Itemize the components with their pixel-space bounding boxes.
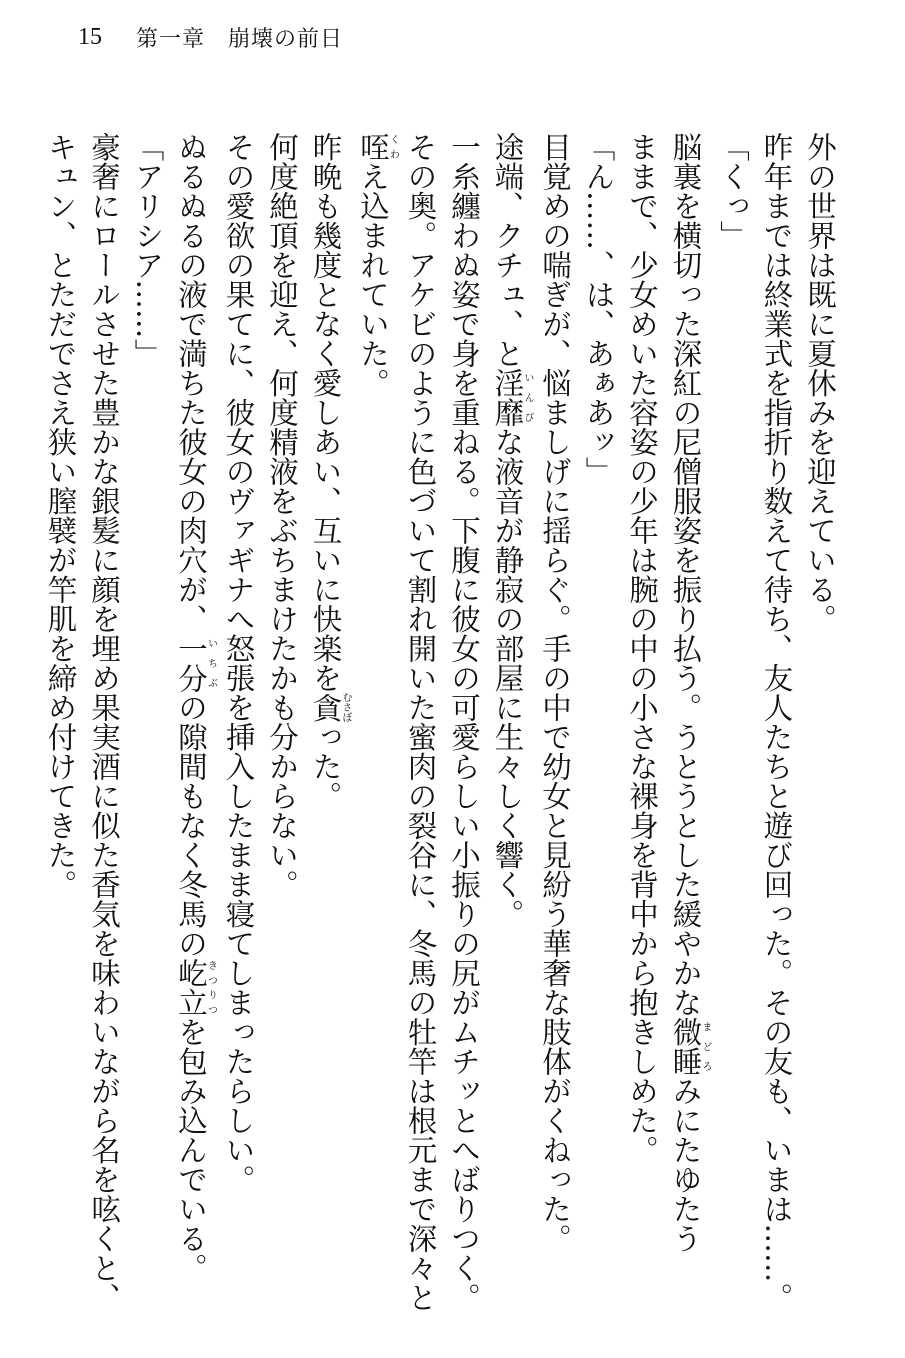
chapter-title: 第一章 崩壊の前日	[136, 26, 344, 52]
furigana: いんび	[522, 368, 533, 427]
vertical-text-body	[43, 132, 841, 1332]
text-line: 外の世界は既に夏休みを迎えている。	[803, 132, 837, 634]
running-header	[78, 22, 343, 52]
text-line: ままで、少女めいた容姿の少年は腕の中の小さな裸身を背中から抱きしめた。	[625, 132, 659, 1165]
text-line: キュン、とただでさえ狭い膣襞が竿肌を締め付けてきた。	[43, 132, 78, 899]
text-line: 咥くわえ込まれていた。	[356, 132, 399, 398]
text-line: 豪奢にロールさせた豊かな銀髪に顔を埋め果実酒に似た香気を味わいながら名を呟くと、	[87, 132, 121, 1312]
text-line: 昨年までは終業式を指折り数えて待ち、友人たちと遊び回った。その友も、いまは……。	[759, 132, 794, 1312]
text-line: 何度絶頂を迎え、何度精液をぶちまけたかも分からない。	[265, 132, 299, 899]
text-line: その愛欲の果てに、彼女のヴァギナへ怒張を挿入したまま寝てしまったらしい。	[221, 132, 256, 1194]
text-line: 目覚めの喘ぎが、悩ましげに揺らぐ。手の中で幼女と見紛う華奢な肢体がくねった。	[538, 132, 572, 1253]
page-number: 15	[78, 23, 102, 50]
text-line: 「ん……、は、あぁあッ」	[581, 132, 616, 486]
text-line: ぬるぬるの液で満ちた彼女の肉穴が、一分いちぶの隙間もなく冬馬の屹立きつりつを包み込んでいる。	[174, 132, 217, 1283]
text-line: その奥。アケビのように色づいて割れ開いた蜜肉の裂谷に、冬馬の牡竿は根元まで深々と	[403, 132, 438, 1312]
text-line: 「アリシア……」	[130, 132, 165, 368]
furigana: くわ	[387, 132, 399, 162]
furigana: いちぶ	[205, 633, 217, 693]
furigana: きつりつ	[205, 958, 217, 1017]
text-line: 脳裏を横切った深紅の尼僧服姿を振り払う。うとうとした緩やかな微睡まどろみにたゆたう	[668, 132, 711, 1253]
text-line: 「くっ」	[716, 132, 750, 250]
furigana: まどろ	[700, 1017, 711, 1076]
text-line: 途端、クチュ、と淫靡いんびな液音が静寂の部屋に生々しく響く。	[490, 132, 533, 929]
furigana: むさぼ	[340, 692, 351, 723]
text-line: 一糸纏わぬ姿で身を重ねる。下腹に彼女の可愛らしい小振りの尻がムチッとへばりつく。	[447, 132, 481, 1312]
text-line: 昨晩も幾度となく愛しあい、互いに快楽を貪むさぼった。	[308, 132, 351, 811]
